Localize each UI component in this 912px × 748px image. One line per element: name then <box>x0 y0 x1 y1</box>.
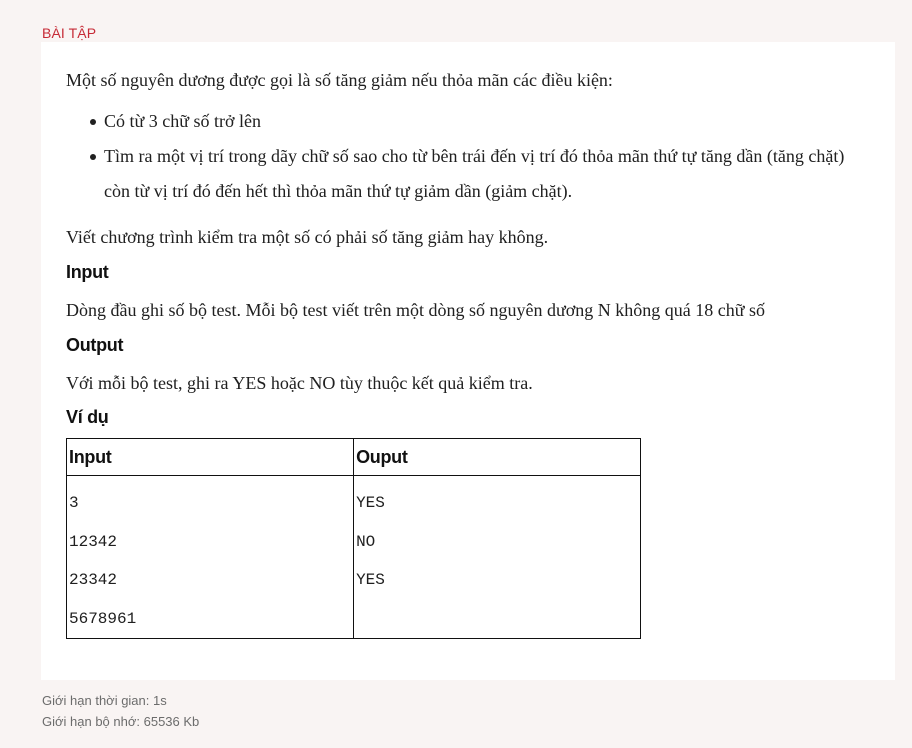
input-heading: Input <box>66 262 109 282</box>
problem-intro: Một số nguyên dương được gọi là số tăng giảm nếu thỏa mãn các điều kiện: <box>66 70 613 90</box>
example-table-header-row <box>67 439 641 476</box>
output-heading: Output <box>66 335 124 355</box>
example-table-row <box>67 476 641 639</box>
condition-item: Có từ 3 chữ số trở lên <box>66 104 864 139</box>
problem-panel <box>41 42 895 680</box>
example-input-cell: 3 12342 23342 5678961 <box>67 476 354 639</box>
section-label: BÀI TẬP <box>42 25 97 41</box>
input-description: Dòng đầu ghi số bộ test. Mỗi bộ test viết trên một dòng số nguyên dương N không quá 18 chữ số <box>66 300 765 320</box>
example-output-header: Ouput <box>354 439 641 476</box>
example-table <box>66 438 641 639</box>
output-description: Với mỗi bộ test, ghi ra YES hoặc NO tùy thuộc kết quả kiểm tra. <box>66 373 533 393</box>
memory-limit: Giới hạn bộ nhớ: 65536 Kb <box>42 714 200 729</box>
task-statement: Viết chương trình kiểm tra một số có phải số tăng giảm hay không. <box>66 227 549 247</box>
example-heading: Ví dụ <box>66 407 109 427</box>
conditions-list <box>66 104 864 209</box>
condition-item: Tìm ra một vị trí trong dãy chữ số sao cho từ bên trái đến vị trí đó thỏa mãn thứ tự tăng dần (tăng chặt) còn từ vị trí đó đến hết thì thỏa mãn thứ tự giảm dần (giảm chặt). <box>66 139 864 209</box>
example-input-header: Input <box>67 439 354 476</box>
example-output-cell: YES NO YES <box>354 476 641 639</box>
time-limit: Giới hạn thời gian: 1s <box>42 693 167 708</box>
